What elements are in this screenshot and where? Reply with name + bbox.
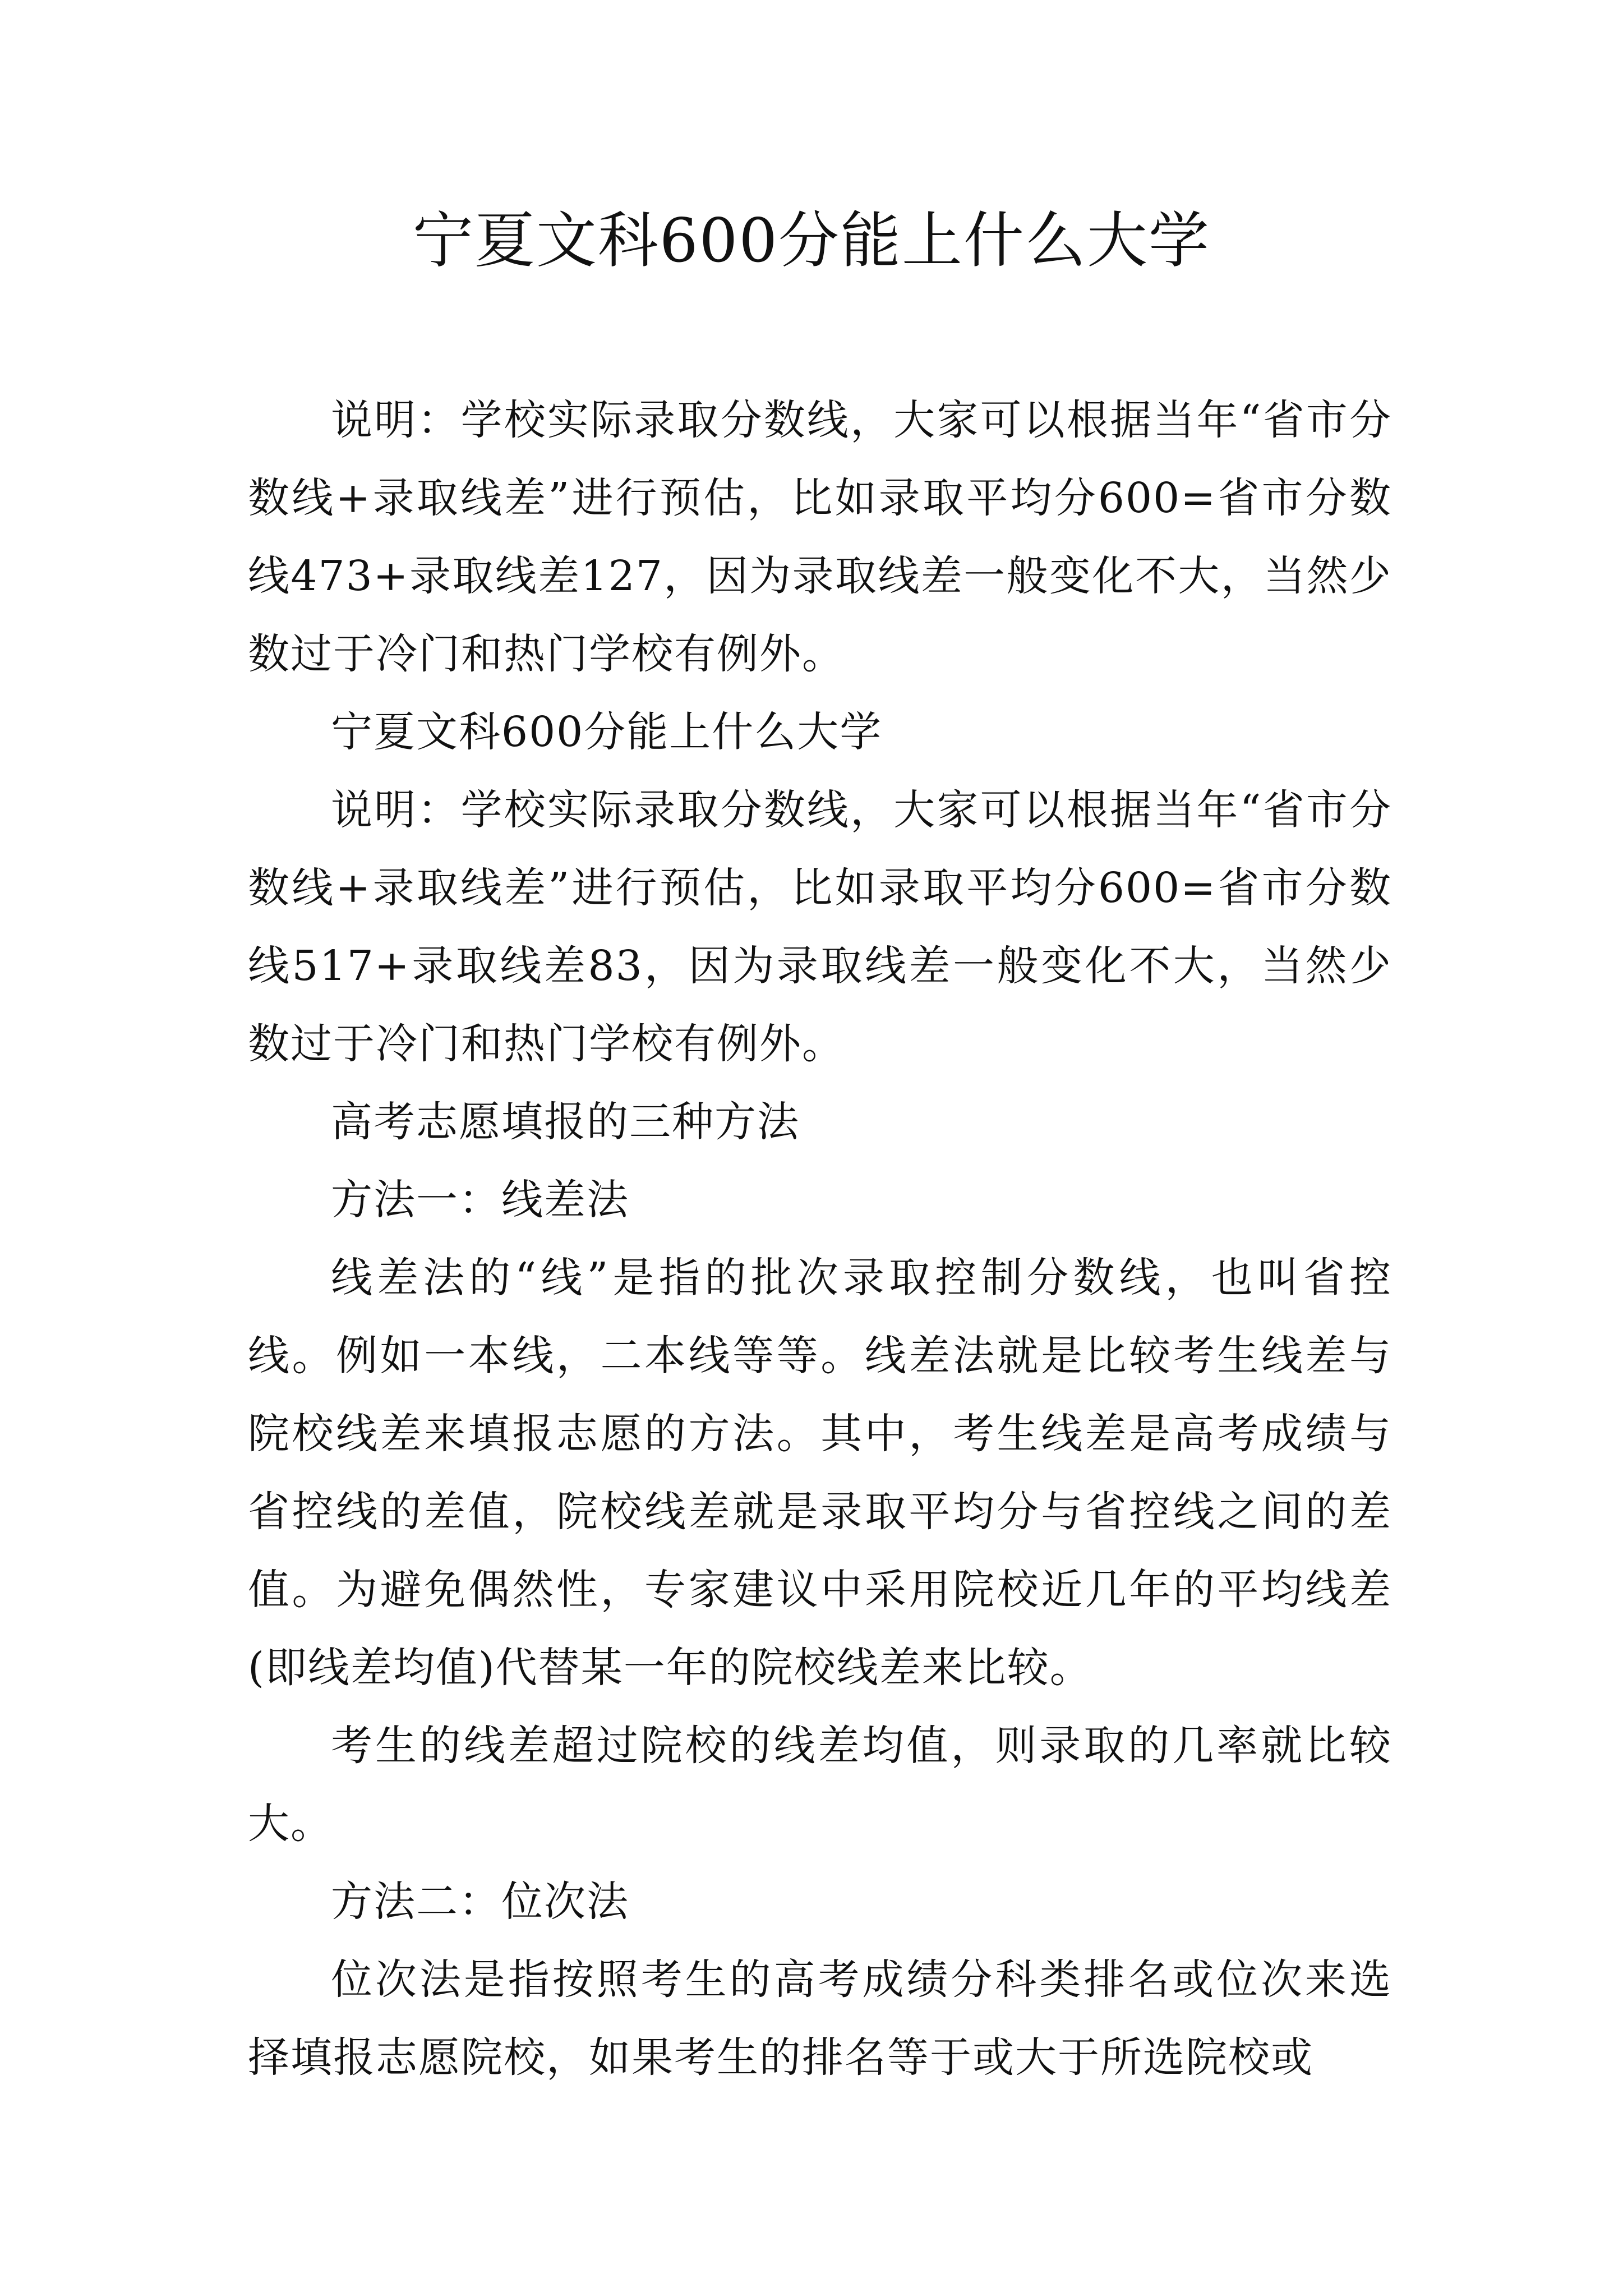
paragraph: 线差法的“线”是指的批次录取控制分数线，也叫省控线。例如一本线，二本线等等。线差法就是比较考生线差与院校线差来填报志愿的方法。其中，考生线差是高考成绩与省控线的差值，院校线差就是录取平均分与省控线之间的差值。为避免偶然性，专家建议中采用院校近几年的平均线差(即线差均值)代替某一年的院校线差来比较。 <box>248 1254 1392 1692</box>
method-heading: 方法二：位次法 <box>331 1878 629 1926</box>
document-body <box>248 381 1392 2097</box>
method-heading: 方法一：线差法 <box>331 1176 629 1224</box>
paragraph: 宁夏文科600分能上什么大学 <box>331 708 883 756</box>
paragraph: 考生的线差超过院校的线差均值，则录取的几率就比较大。 <box>248 1722 1392 1848</box>
paragraph: 说明：学校实际录取分数线，大家可以根据当年“省市分数线+录取线差”进行预估，比如录取平均分600=省市分数线517+录取线差83，因为录取线差一般变化不大，当然少数过于冷门和热门学校有例外。 <box>248 786 1392 1068</box>
document-title: 宁夏文科600分能上什么大学 <box>412 206 1211 276</box>
paragraph: 说明：学校实际录取分数线，大家可以根据当年“省市分数线+录取线差”进行预估，比如录取平均分600=省市分数线473+录取线差127，因为录取线差一般变化不大，当然少数过于冷门和热门学校有例外。 <box>248 396 1392 678</box>
section-heading: 高考志愿填报的三种方法 <box>331 1098 800 1146</box>
paragraph: 位次法是指按照考生的高考成绩分科类排名或位次来选择填报志愿院校，如果考生的排名等于或大于所选院校或 <box>248 1955 1392 2082</box>
